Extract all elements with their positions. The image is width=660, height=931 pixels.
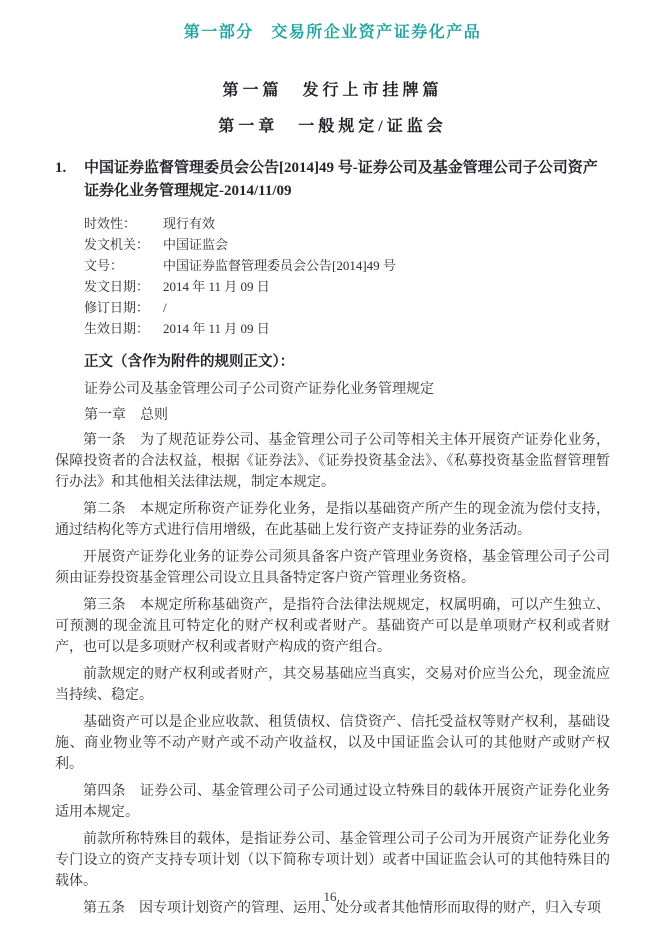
meta-row-document-number (84, 255, 610, 276)
paragraph-article-2: 第二条 本规定所称资产证券化业务，是指以基础资产所产生的现金流为偿付支持，通过结构化等方式进行信用增级，在此基础上发行资产支持证券的业务活动。 (55, 502, 610, 538)
body-paragraphs (55, 430, 610, 919)
paragraph-article-3-cont-2: 基础资产可以是企业应收款、租赁债权、信贷资产、信托受益权等财产权利，基础设施、商业物业等不动产财产或不动产收益权，以及中国证监会认可的其他财产或财产权利。 (55, 715, 610, 772)
section-title: 第一篇 发行上市挂牌篇 (222, 82, 443, 99)
meta-label: 发文日期： (84, 279, 150, 294)
meta-row-issuing-authority (84, 234, 610, 255)
paragraph-article-4-cont: 前款所称特殊目的载体，是指证券公司、基金管理公司子公司为开展资产证券化业务专门设立的资产支持专项计划（以下简称专项计划）或者中国证监会认可的其他特殊目的载体。 (55, 832, 610, 889)
meta-label: 发文机关： (84, 237, 150, 252)
meta-label: 文号： (84, 258, 124, 273)
meta-row-validity (84, 213, 610, 234)
meta-value: 2014 年 11 月 09 日 (163, 279, 270, 294)
chapter-title: 第一章 一般规定/证监会 (218, 118, 447, 135)
part-header: 第一部分 交易所企业资产证券化产品 (183, 24, 482, 41)
entry-title: 中国证券监督管理委员会公告[2014]49 号-证券公司及基金管理公司子公司资产证券化业务管理规定-2014/11/09 (84, 160, 598, 199)
regulation-chapter-line: 第一章 总则 (84, 408, 168, 423)
paragraph-article-4: 第四条 证券公司、基金管理公司子公司通过设立特殊目的载体开展资产证券化业务适用本规定。 (55, 784, 610, 820)
meta-value: 中国证券监督管理委员会公告[2014]49 号 (163, 258, 396, 273)
paragraph-article-5: 第五条 因专项计划资产的管理、运用、处分或者其他情形而取得的财产，归入专项 (83, 901, 601, 916)
page-number: 16 (323, 889, 337, 904)
entry-heading (55, 157, 610, 202)
meta-row-effective-date (84, 318, 610, 339)
paragraph-article-3: 第三条 本规定所称基础资产，是指符合法律法规规定，权属明确，可以产生独立、可预测的现金流且可特定化的财产权利或者财产。基础资产可以是单项财产权利或者财产，也可以是多项财产权利或者财产构成的资产组合。 (55, 598, 610, 655)
paragraph-article-2-cont: 开展资产证券化业务的证券公司须具备客户资产管理业务资格，基金管理公司子公司须由证券投资基金管理公司设立且具备特定客户资产管理业务资格。 (55, 550, 610, 586)
entry-number: 1. (55, 160, 67, 176)
meta-label: 修订日期： (84, 300, 150, 315)
meta-row-issue-date (84, 276, 610, 297)
paragraph-article-1: 第一条 为了规范证券公司、基金管理公司子公司等相关主体开展资产证券化业务，保障投资者的合法权益，根据《证券法》、《证券投资基金法》、《私募投资基金监督管理暂行办法》和其他相关法律法规，制定本规定。 (55, 433, 610, 490)
meta-value: / (163, 300, 167, 315)
regulation-title-line: 证券公司及基金管理公司子公司资产证券化业务管理规定 (84, 382, 434, 397)
meta-value: 中国证监会 (163, 237, 229, 252)
body-text-heading: 正文（含作为附件的规则正文）： (84, 354, 295, 370)
meta-value: 现行有效 (163, 216, 216, 231)
meta-value: 2014 年 11 月 09 日 (163, 321, 270, 336)
meta-row-revision-date (84, 297, 610, 318)
meta-label: 生效日期： (84, 321, 150, 336)
meta-block (84, 213, 610, 339)
meta-label: 时效性： (84, 216, 137, 231)
paragraph-article-3-cont-1: 前款规定的财产权利或者财产，其交易基础应当真实，交易对价应当公允，现金流应当持续、稳定。 (55, 667, 610, 703)
